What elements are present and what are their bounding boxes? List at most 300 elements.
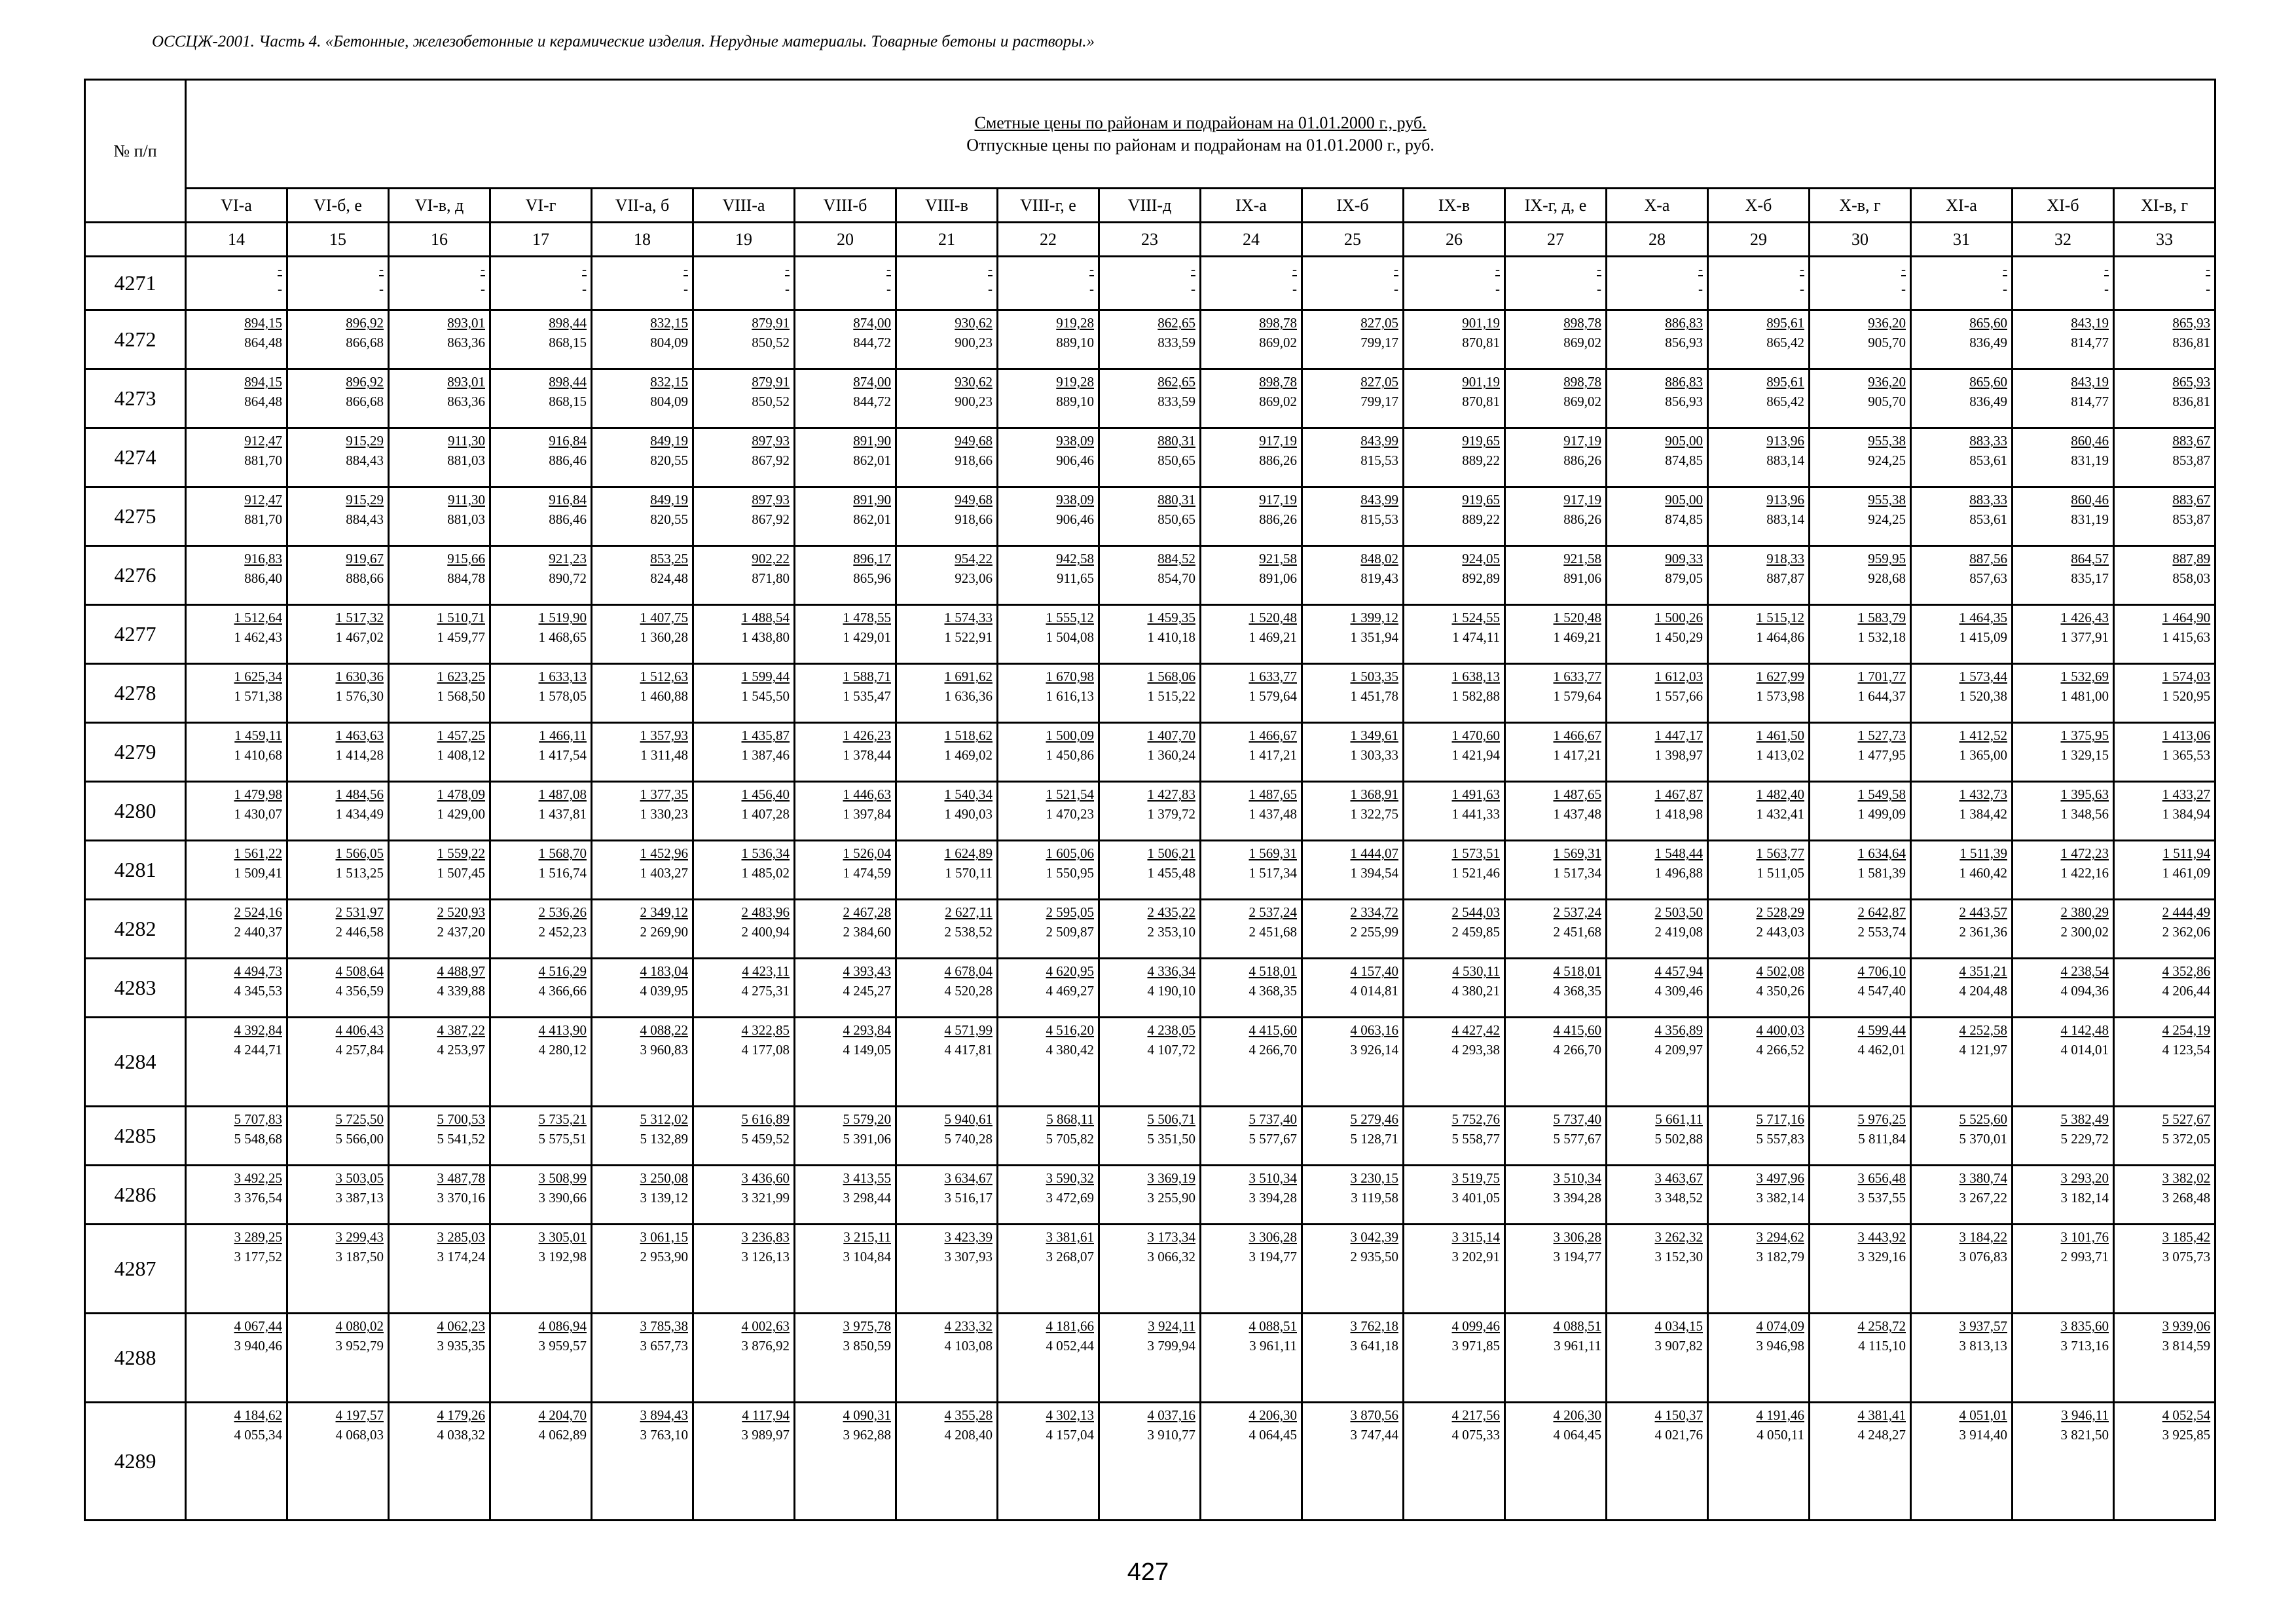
release-price: 4 050,11 xyxy=(1757,1427,1804,1443)
estimated-price: 4 181,66 xyxy=(1046,1318,1094,1334)
price-cell xyxy=(1810,369,1911,428)
price-cell xyxy=(1404,369,1505,428)
column-number: 23 xyxy=(1099,223,1201,257)
release-price: 4 245,27 xyxy=(843,983,891,999)
price-cell xyxy=(896,487,998,546)
estimated-price: 2 349,12 xyxy=(640,904,688,920)
estimated-price: 1 407,70 xyxy=(1147,728,1195,743)
price-cell xyxy=(998,1314,1099,1403)
release-price: 1 407,28 xyxy=(741,806,790,822)
release-price: 3 382,14 xyxy=(1756,1190,1804,1206)
release-price: 869,02 xyxy=(1259,394,1297,409)
release-price: 1 430,07 xyxy=(234,806,282,822)
release-price: 886,26 xyxy=(1259,511,1297,527)
row-id: 4275 xyxy=(85,487,186,546)
release-price: 858,03 xyxy=(2172,570,2211,586)
release-price: 1 441,33 xyxy=(1451,806,1500,822)
price-cell xyxy=(795,959,896,1018)
price-cell xyxy=(693,723,795,782)
price-cell xyxy=(998,428,1099,487)
release-price: 900,23 xyxy=(955,335,993,350)
price-cell xyxy=(998,959,1099,1018)
estimated-price: 1 521,54 xyxy=(1046,786,1094,802)
estimated-price: 886,83 xyxy=(1665,315,1703,331)
estimated-price: 3 289,25 xyxy=(234,1229,282,1245)
release-price: 884,43 xyxy=(346,452,384,468)
column-number: 18 xyxy=(592,223,693,257)
estimated-price: 894,15 xyxy=(244,315,282,331)
release-price: 1 329,15 xyxy=(2060,747,2109,763)
release-price: 4 064,45 xyxy=(1248,1427,1297,1443)
release-price: 874,85 xyxy=(1665,452,1703,468)
price-cell xyxy=(1911,664,2013,723)
estimated-price: 1 478,09 xyxy=(437,786,485,802)
estimated-price: 3 236,83 xyxy=(741,1229,790,1245)
estimated-price: 883,67 xyxy=(2172,492,2211,507)
release-price: 835,17 xyxy=(2071,570,2109,586)
estimated-price: 4 074,09 xyxy=(1756,1318,1804,1334)
price-cell xyxy=(186,1107,287,1166)
estimated-price: 865,60 xyxy=(1969,315,2007,331)
release-price: - xyxy=(2003,281,2007,297)
price-cell xyxy=(693,1107,795,1166)
row-id: 4272 xyxy=(85,310,186,369)
price-cell xyxy=(2013,605,2114,664)
estimated-price: - xyxy=(1495,261,1500,277)
estimated-price: - xyxy=(481,261,485,277)
release-price: 883,14 xyxy=(1766,511,1804,527)
release-price: 1 507,45 xyxy=(437,865,485,881)
estimated-price: 4 518,01 xyxy=(1248,963,1297,979)
price-cell xyxy=(1201,310,1302,369)
release-price: 5 370,01 xyxy=(1959,1131,2007,1147)
price-cell xyxy=(287,428,389,487)
release-price: 5 577,67 xyxy=(1248,1131,1297,1147)
release-price: 924,25 xyxy=(1868,511,1906,527)
estimated-price: 1 624,89 xyxy=(944,845,993,861)
region-header-row xyxy=(85,189,2215,223)
release-price: 5 566,00 xyxy=(335,1131,384,1147)
release-price: 3 971,85 xyxy=(1451,1338,1500,1354)
estimated-price: 3 101,76 xyxy=(2060,1229,2109,1245)
estimated-price: 1 482,40 xyxy=(1756,786,1804,802)
release-price: 1 513,25 xyxy=(335,865,384,881)
price-cell xyxy=(1810,782,1911,841)
price-cell xyxy=(693,959,795,1018)
price-cell xyxy=(1099,723,1201,782)
estimated-price: 1 520,48 xyxy=(1553,610,1601,625)
estimated-price: 1 520,48 xyxy=(1248,610,1297,625)
price-cell xyxy=(186,1225,287,1314)
release-price: 804,09 xyxy=(650,394,688,409)
price-cell xyxy=(2013,1225,2114,1314)
price-cell xyxy=(1404,1314,1505,1403)
release-price: 3 376,54 xyxy=(234,1190,282,1206)
release-price: 5 575,51 xyxy=(538,1131,587,1147)
estimated-price: 2 435,22 xyxy=(1147,904,1195,920)
release-price: 4 368,35 xyxy=(1553,983,1601,999)
release-price: 1 387,46 xyxy=(741,747,790,763)
price-cell xyxy=(1302,1107,1404,1166)
region-header: X-в, г xyxy=(1810,189,1911,223)
estimated-price: 3 508,99 xyxy=(538,1170,587,1186)
estimated-price: 4 217,56 xyxy=(1451,1407,1500,1423)
release-price: 3 962,88 xyxy=(843,1427,891,1443)
release-price: 886,26 xyxy=(1563,452,1601,468)
release-price: 4 107,72 xyxy=(1147,1042,1195,1058)
price-cell xyxy=(998,1166,1099,1225)
release-price: 2 446,58 xyxy=(335,924,384,940)
price-cell xyxy=(287,1403,389,1521)
estimated-price: 1 548,44 xyxy=(1654,845,1703,861)
column-number: 28 xyxy=(1607,223,1708,257)
estimated-price: 1 368,91 xyxy=(1350,786,1398,802)
release-price: 4 209,97 xyxy=(1654,1042,1703,1058)
price-cell xyxy=(2114,1225,2215,1314)
price-cell xyxy=(1911,900,2013,959)
estimated-price: 4 238,54 xyxy=(2060,963,2109,979)
price-cell xyxy=(389,1018,490,1107)
estimated-price: 901,19 xyxy=(1462,374,1500,390)
release-price: 4 350,26 xyxy=(1756,983,1804,999)
estimated-price: 1 399,12 xyxy=(1350,610,1398,625)
price-cell xyxy=(896,1403,998,1521)
release-price: 4 206,44 xyxy=(2162,983,2211,999)
price-cell xyxy=(693,605,795,664)
estimated-price: 848,02 xyxy=(1360,551,1398,566)
release-price: 3 066,32 xyxy=(1147,1249,1195,1264)
price-cell xyxy=(1607,1107,1708,1166)
price-cell xyxy=(896,605,998,664)
price-cell xyxy=(1099,1225,1201,1314)
estimated-price: 3 937,57 xyxy=(1959,1318,2007,1334)
estimated-price: 919,65 xyxy=(1462,492,1500,507)
release-price: 1 581,39 xyxy=(1857,865,1906,881)
estimated-price: 1 433,27 xyxy=(2162,786,2211,802)
estimated-price: 902,22 xyxy=(752,551,790,566)
estimated-price: 4 179,26 xyxy=(437,1407,485,1423)
estimated-price: 3 436,60 xyxy=(741,1170,790,1186)
price-cell xyxy=(1708,546,1810,605)
estimated-price: 4 293,84 xyxy=(843,1022,891,1038)
estimated-price: 1 633,77 xyxy=(1553,669,1601,684)
release-price: 2 353,10 xyxy=(1147,924,1195,940)
release-price: 1 384,42 xyxy=(1959,806,2007,822)
release-price: 4 055,34 xyxy=(234,1427,282,1443)
release-price: 819,43 xyxy=(1360,570,1398,586)
release-price: - xyxy=(481,281,485,297)
release-price: 4 068,03 xyxy=(335,1427,384,1443)
column-number: 14 xyxy=(186,223,287,257)
price-cell xyxy=(998,257,1099,310)
release-price: 850,52 xyxy=(752,335,790,350)
price-cell xyxy=(1201,1314,1302,1403)
price-cell xyxy=(592,841,693,900)
release-price: 1 460,42 xyxy=(1959,865,2007,881)
region-header: VIII-а xyxy=(693,189,795,223)
column-number: 25 xyxy=(1302,223,1404,257)
release-price: 2 300,02 xyxy=(2060,924,2109,940)
price-cell xyxy=(1505,782,1607,841)
release-price: 4 244,71 xyxy=(234,1042,282,1058)
release-price: 3 321,99 xyxy=(741,1190,790,1206)
release-price: 3 516,17 xyxy=(944,1190,993,1206)
estimated-price: 4 099,46 xyxy=(1451,1318,1500,1334)
price-cell xyxy=(2013,369,2114,428)
estimated-price: 3 519,75 xyxy=(1451,1170,1500,1186)
release-price: 3 075,73 xyxy=(2162,1249,2211,1264)
price-cell xyxy=(1302,900,1404,959)
price-cell xyxy=(490,1314,592,1403)
row-id: 4276 xyxy=(85,546,186,605)
release-price: 884,78 xyxy=(447,570,485,586)
release-price: 824,48 xyxy=(650,570,688,586)
estimated-price: 1 435,87 xyxy=(741,728,790,743)
price-cell xyxy=(1708,257,1810,310)
release-price: 3 307,93 xyxy=(944,1249,993,1264)
price-cell xyxy=(1201,841,1302,900)
release-price: 836,81 xyxy=(2172,335,2211,350)
estimated-price: 849,19 xyxy=(650,433,688,449)
release-price: 4 366,66 xyxy=(538,983,587,999)
release-price: 4 052,44 xyxy=(1046,1338,1094,1354)
release-price: 3 961,11 xyxy=(1554,1338,1601,1354)
estimated-price: 1 395,63 xyxy=(2060,786,2109,802)
price-cell xyxy=(1607,1403,1708,1521)
estimated-price: 4 090,31 xyxy=(843,1407,891,1423)
estimated-price: 5 976,25 xyxy=(1857,1111,1906,1127)
estimated-price: 3 975,78 xyxy=(843,1318,891,1334)
price-cell xyxy=(592,1166,693,1225)
price-cell xyxy=(1505,959,1607,1018)
release-price: 3 194,77 xyxy=(1248,1249,1297,1264)
price-cell xyxy=(592,257,693,310)
estimated-price: 3 413,55 xyxy=(843,1170,891,1186)
release-price: 869,02 xyxy=(1259,335,1297,350)
region-header: VIII-б xyxy=(795,189,896,223)
release-price: 2 362,06 xyxy=(2162,924,2211,940)
release-price: 1 468,65 xyxy=(538,629,587,645)
estimated-price: 884,52 xyxy=(1157,551,1195,566)
estimated-price: - xyxy=(2206,261,2211,277)
release-price: 1 545,50 xyxy=(741,688,790,704)
column-number: 17 xyxy=(490,223,592,257)
release-price: 815,53 xyxy=(1360,452,1398,468)
estimated-price: 5 868,11 xyxy=(1046,1111,1094,1127)
estimated-price: 2 642,87 xyxy=(1857,904,1906,920)
estimated-price: 1 670,98 xyxy=(1046,669,1094,684)
estimated-price: 1 633,13 xyxy=(538,669,587,684)
release-price: 1 636,36 xyxy=(944,688,993,704)
price-cell xyxy=(490,782,592,841)
release-price: 3 821,50 xyxy=(2060,1427,2109,1443)
estimated-price: 955,38 xyxy=(1868,492,1906,507)
release-price: - xyxy=(582,281,587,297)
release-price: 4 121,97 xyxy=(1959,1042,2007,1058)
estimated-price: 919,28 xyxy=(1056,374,1094,390)
price-cell xyxy=(1607,959,1708,1018)
price-cell xyxy=(1607,546,1708,605)
release-price: 3 537,55 xyxy=(1857,1190,1906,1206)
estimated-price: 891,90 xyxy=(853,433,891,449)
release-price: 2 255,99 xyxy=(1350,924,1398,940)
price-cell xyxy=(592,487,693,546)
release-price: 4 380,42 xyxy=(1046,1042,1094,1058)
release-price: 865,96 xyxy=(853,570,891,586)
price-cell xyxy=(1404,782,1505,841)
release-price: 870,81 xyxy=(1462,394,1500,409)
price-cell xyxy=(490,1107,592,1166)
release-price: 3 799,94 xyxy=(1147,1338,1195,1354)
price-cell xyxy=(1404,428,1505,487)
estimated-price: 921,58 xyxy=(1259,551,1297,566)
price-cell xyxy=(1404,959,1505,1018)
price-cell xyxy=(490,487,592,546)
release-price: 2 443,03 xyxy=(1756,924,1804,940)
release-price: 928,68 xyxy=(1868,570,1906,586)
column-number: 29 xyxy=(1708,223,1810,257)
estimated-price: 954,22 xyxy=(955,551,993,566)
price-cell xyxy=(1505,310,1607,369)
estimated-price: 3 656,48 xyxy=(1857,1170,1906,1186)
estimated-price: 5 616,89 xyxy=(741,1111,790,1127)
estimated-price: 4 352,86 xyxy=(2162,963,2211,979)
price-cell xyxy=(1810,428,1911,487)
release-price: 1 322,75 xyxy=(1350,806,1398,822)
release-price: 850,52 xyxy=(752,394,790,409)
estimated-price: 865,60 xyxy=(1969,374,2007,390)
price-cell xyxy=(2114,1018,2215,1107)
estimated-price: 898,78 xyxy=(1563,315,1601,331)
release-price: 3 076,83 xyxy=(1959,1249,2007,1264)
region-header: VIII-д xyxy=(1099,189,1201,223)
release-price: 4 123,54 xyxy=(2162,1042,2211,1058)
price-cell xyxy=(1911,959,2013,1018)
release-price: 881,70 xyxy=(244,452,282,468)
estimated-price: 1 349,61 xyxy=(1350,728,1398,743)
price-cell xyxy=(1708,1314,1810,1403)
estimated-price: 3 634,67 xyxy=(944,1170,993,1186)
release-price: 1 578,05 xyxy=(538,688,587,704)
estimated-price: - xyxy=(1394,261,1398,277)
price-cell xyxy=(1404,1166,1505,1225)
release-price: 1 360,28 xyxy=(640,629,688,645)
release-price: 2 419,08 xyxy=(1654,924,1703,940)
estimated-price: 1 638,13 xyxy=(1451,669,1500,684)
price-cell xyxy=(2114,782,2215,841)
estimated-price: 3 487,78 xyxy=(437,1170,485,1186)
release-price: 3 268,07 xyxy=(1046,1249,1094,1264)
price-cell xyxy=(490,310,592,369)
price-cell xyxy=(592,723,693,782)
release-price: 905,70 xyxy=(1868,335,1906,350)
row-id: 4284 xyxy=(85,1018,186,1107)
estimated-price: 4 406,43 xyxy=(335,1022,384,1038)
estimated-price: - xyxy=(1901,261,1906,277)
release-price: 1 517,34 xyxy=(1553,865,1601,881)
price-cell xyxy=(1708,428,1810,487)
price-cell xyxy=(186,1018,287,1107)
table-row xyxy=(85,782,2215,841)
release-price: 853,87 xyxy=(2172,452,2211,468)
estimated-price: 4 706,10 xyxy=(1857,963,1906,979)
estimated-price: 880,31 xyxy=(1157,433,1195,449)
release-price: - xyxy=(683,281,688,297)
price-cell xyxy=(1099,369,1201,428)
release-price: 1 470,23 xyxy=(1046,806,1094,822)
estimated-price: 898,44 xyxy=(549,374,587,390)
release-price: 1 434,49 xyxy=(335,806,384,822)
release-price: 799,17 xyxy=(1360,335,1398,350)
release-price: 1 415,09 xyxy=(1959,629,2007,645)
estimated-price: 913,96 xyxy=(1766,433,1804,449)
release-price: 4 062,89 xyxy=(538,1427,587,1443)
estimated-price: 4 117,94 xyxy=(742,1407,790,1423)
release-price: 3 152,30 xyxy=(1654,1249,1703,1264)
price-cell xyxy=(1302,310,1404,369)
table-row xyxy=(85,1403,2215,1521)
release-price: 1 450,29 xyxy=(1654,629,1703,645)
estimated-price: 5 717,16 xyxy=(1756,1111,1804,1127)
release-price: 850,65 xyxy=(1157,452,1195,468)
table-row xyxy=(85,546,2215,605)
price-cell xyxy=(1607,1225,1708,1314)
release-price: 4 547,40 xyxy=(1857,983,1906,999)
estimated-price: 4 322,85 xyxy=(741,1022,790,1038)
estimated-price: 3 381,61 xyxy=(1046,1229,1094,1245)
price-cell xyxy=(998,664,1099,723)
release-price: 4 462,01 xyxy=(1857,1042,1906,1058)
estimated-price: 4 336,34 xyxy=(1147,963,1195,979)
release-price: 868,15 xyxy=(549,335,587,350)
price-cell xyxy=(1607,1166,1708,1225)
price-cell xyxy=(2114,310,2215,369)
release-price: 1 469,21 xyxy=(1553,629,1601,645)
release-price: 3 925,85 xyxy=(2162,1427,2211,1443)
release-price: 3 192,98 xyxy=(538,1249,587,1264)
price-cell xyxy=(1810,1018,1911,1107)
estimated-price: 1 568,70 xyxy=(538,845,587,861)
estimated-price: 4 415,60 xyxy=(1553,1022,1601,1038)
release-price: 2 451,68 xyxy=(1248,924,1297,940)
price-cell xyxy=(1099,428,1201,487)
price-cell xyxy=(998,487,1099,546)
table-row xyxy=(85,428,2215,487)
release-price: 3 268,48 xyxy=(2162,1190,2211,1206)
price-cell xyxy=(896,664,998,723)
row-id: 4273 xyxy=(85,369,186,428)
price-cell xyxy=(1911,546,2013,605)
release-price: 1 573,98 xyxy=(1756,688,1804,704)
release-price: 3 394,28 xyxy=(1553,1190,1601,1206)
price-cell xyxy=(1708,1166,1810,1225)
estimated-price: 1 357,93 xyxy=(640,728,688,743)
row-number-header: № п/п xyxy=(85,80,186,223)
price-cell xyxy=(693,664,795,723)
release-price: 853,87 xyxy=(2172,511,2211,527)
price-cell xyxy=(389,664,490,723)
price-cell xyxy=(389,605,490,664)
price-cell xyxy=(592,664,693,723)
price-cell xyxy=(1302,487,1404,546)
estimated-price: 2 380,29 xyxy=(2060,904,2109,920)
price-cell xyxy=(1201,1403,1302,1521)
estimated-price: 3 497,96 xyxy=(1756,1170,1804,1186)
release-price: - xyxy=(278,281,282,297)
release-price: 883,14 xyxy=(1766,452,1804,468)
table-row xyxy=(85,664,2215,723)
price-cell xyxy=(795,310,896,369)
